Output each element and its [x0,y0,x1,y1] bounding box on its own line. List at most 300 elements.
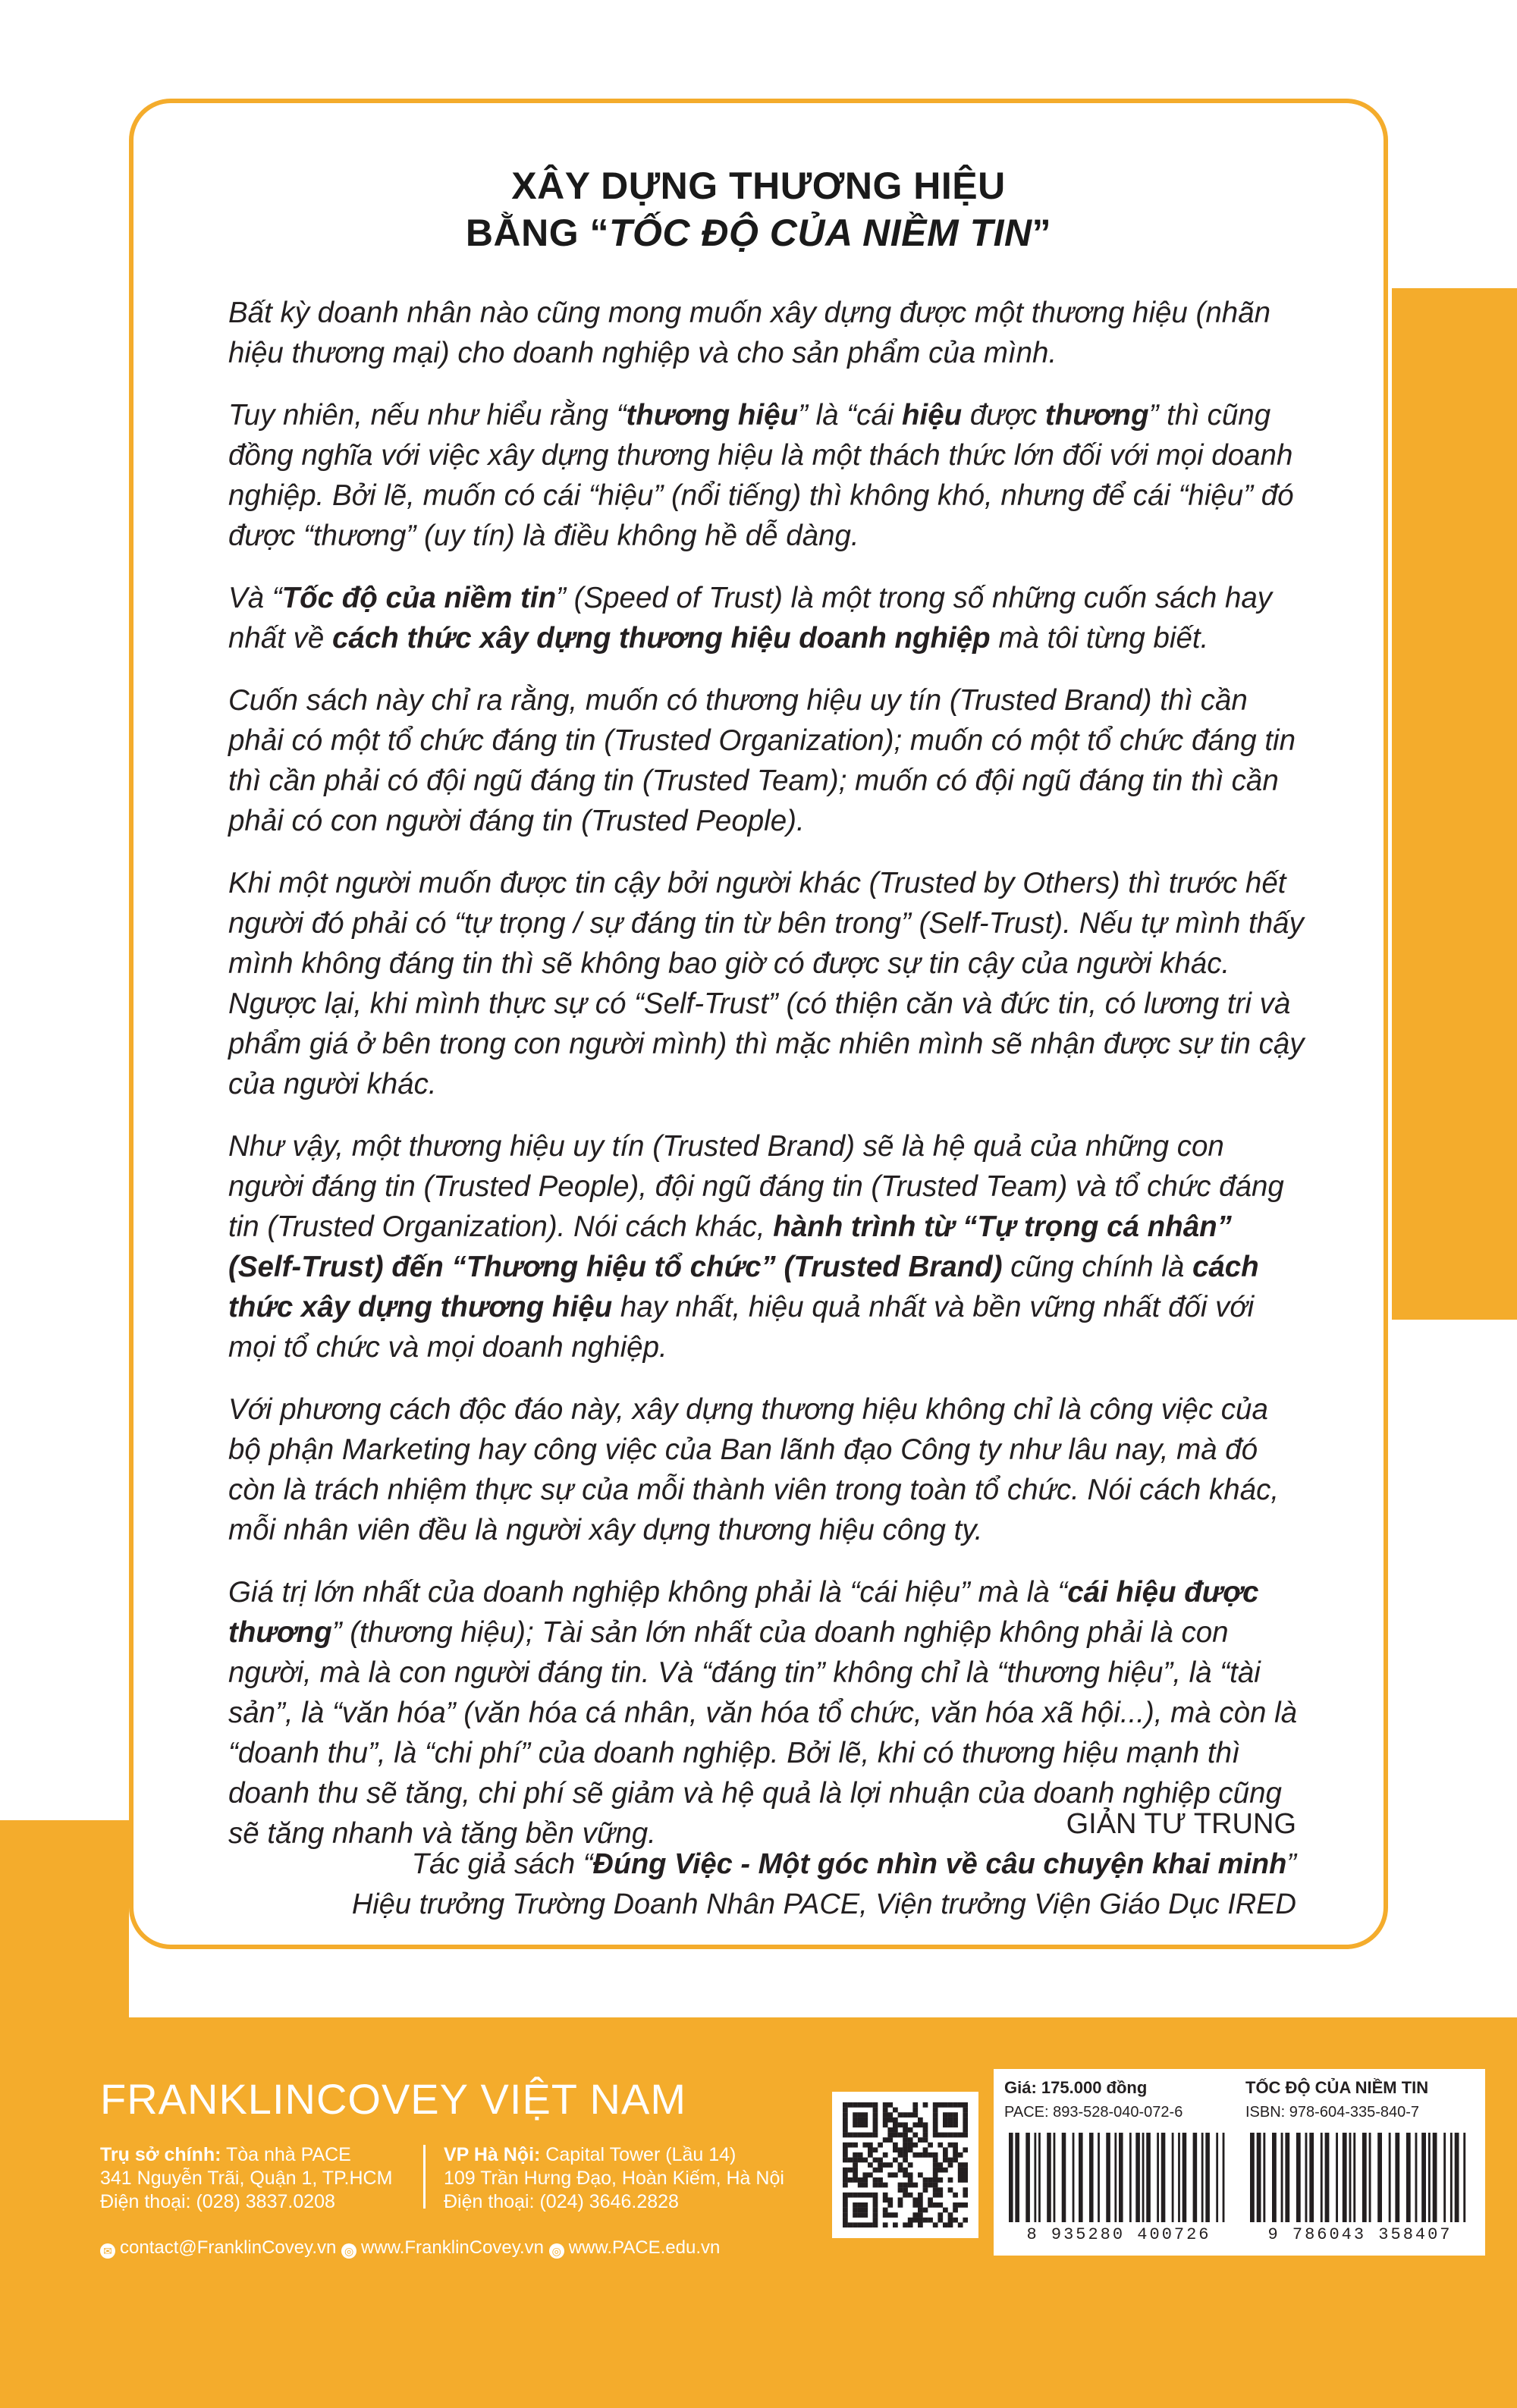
qr-module [858,2158,863,2163]
qr-module [858,2212,863,2218]
barcode-bar [1296,2133,1301,2222]
qr-module [898,2112,903,2118]
paragraph-text: được [962,399,1045,432]
qr-module [853,2193,858,2198]
barcode-bar [1015,2133,1019,2222]
paragraph [228,680,1305,841]
qr-module [943,2133,948,2138]
qr-module [853,2158,858,2163]
qr-module [853,2122,858,2127]
barcode-bar [1433,2133,1437,2222]
qr-module [848,2193,853,2198]
qr-module [898,2202,903,2208]
qr-module [862,2208,868,2213]
hanoi-address: VP Hà Nội: Capital Tower (Lầu 14) 109 Trần Hưng Đạo, Hoàn Kiếm, Hà Nội Điện thoại: (024) 3646.2828 [444,2144,784,2212]
qr-module [938,2168,943,2173]
barcode-bar [1038,2133,1041,2222]
qr-module [873,2212,878,2218]
qr-module [878,2143,883,2148]
qr-module [958,2133,963,2138]
qr-module [912,2202,918,2208]
qr-module [853,2112,858,2118]
paragraph-text: Tuy nhiên, nếu như hiểu rằng “ [228,399,627,432]
qr-module [868,2147,873,2152]
qr-module [843,2212,848,2218]
barcode-bar [1377,2133,1382,2222]
qr-module [923,2147,928,2152]
contact-website-pace[interactable]: www.PACE.edu.vn [568,2237,721,2258]
qr-module [963,2133,968,2138]
qr-module [953,2112,958,2118]
signature-block [352,1804,1296,1925]
qr-module [873,2158,878,2163]
qr-module [868,2222,873,2227]
barcode-bar [1178,2133,1180,2222]
barcode-bar [1250,2133,1255,2222]
qr-module [903,2137,908,2143]
qr-module [923,2122,928,2127]
qr-module [948,2218,953,2223]
qr-module [853,2222,858,2227]
qr-module [918,2118,923,2123]
qr-module [858,2193,863,2198]
qr-module [858,2118,863,2123]
barcode-bar [1321,2133,1323,2222]
barcode-bar [1034,2133,1036,2222]
qr-module [873,2208,878,2213]
qr-module [918,2202,923,2208]
barcode-bar [1305,2133,1308,2222]
address-divider [423,2145,426,2209]
qr-module [868,2102,873,2108]
qr-module [903,2152,908,2158]
qr-module [933,2193,938,2198]
contact-website-franklincovey[interactable]: www.FranklinCovey.vn [361,2237,545,2258]
qr-module [843,2202,848,2208]
qr-module [943,2102,948,2108]
qr-module [928,2143,933,2148]
qr-module [938,2218,943,2223]
qr-module [908,2172,913,2177]
qr-module [958,2168,963,2173]
barcode-bar [1054,2133,1056,2222]
qr-module [858,2102,863,2108]
qr-module [923,2208,928,2213]
qr-module [858,2152,863,2158]
qr-module [943,2122,948,2127]
qr-module [887,2133,893,2138]
qr-module [862,2177,868,2183]
qr-module [853,2102,858,2108]
qr-module [933,2112,938,2118]
qr-module [853,2143,858,2148]
qr-module [868,2162,873,2168]
barcode-bar [1135,2133,1140,2222]
qr-module [908,2193,913,2198]
qr-module [912,2183,918,2188]
qr-module [953,2193,958,2198]
qr-module [853,2177,858,2183]
qr-module [893,2118,898,2123]
qr-module [953,2147,958,2152]
qr-module [883,2122,888,2127]
qr-module [878,2162,883,2168]
qr-module [873,2147,878,2152]
barcode-bar [1285,2133,1289,2222]
barcode-bar [1129,2133,1132,2222]
qr-module [873,2112,878,2118]
contact-email[interactable]: contact@FranklinCovey.vn [120,2237,337,2258]
barcode-bar [1073,2133,1075,2222]
qr-module [908,2222,913,2227]
barcode-bar [1455,2133,1459,2222]
qr-module [963,2177,968,2183]
qr-module [948,2143,953,2148]
qr-module [948,2102,953,2108]
qr-module [893,2133,898,2138]
emphasis-text: cách thức xây dựng thương hiệu doanh nghiệp [332,622,991,655]
qr-module [878,2177,883,2183]
qr-module [843,2143,848,2148]
barcode-bar [1025,2133,1030,2222]
qr-module [943,2168,948,2173]
paragraph [228,395,1305,556]
qr-module [843,2208,848,2213]
qr-module [928,2183,933,2188]
qr-module [887,2212,893,2218]
qr-module [933,2177,938,2183]
qr-module [923,2187,928,2193]
qr-module [963,2218,968,2223]
qr-module [878,2158,883,2163]
qr-module [933,2158,938,2163]
qr-module [853,2172,858,2177]
qr-module [862,2172,868,2177]
barcode-bar [1114,2133,1117,2222]
qr-code-graphic [843,2102,968,2227]
qr-module [843,2108,848,2113]
qr-module [903,2168,908,2173]
content-card [129,99,1388,1949]
qr-module [862,2158,868,2163]
qr-module [843,2112,848,2118]
barcode-bar [1047,2133,1051,2222]
qr-module [843,2172,848,2177]
qr-module [908,2147,913,2152]
qr-module [862,2112,868,2118]
qr-module [923,2177,928,2183]
paragraph-text: Với phương cách độc đáo này, xây dựng thương hiệu không chỉ là công việc của bộ phận Marketing hay công việc của Ban lãnh đạo Công ty như lâu nay, mà đó còn là trách nhiệm thực sự của mỗi thành viên trong toàn tổ chức. Nói cách khác, mỗi nhân viên đều là người xây dựng thương hiệu công ty. [228,1393,1280,1546]
barcode-bar [1406,2133,1411,2222]
paragraph-text: Như vậy, một thương hiệu uy tín (Trusted Brand) sẽ là hệ quả của những con người đáng tin (Trusted People), đội ngũ đáng tin (Trusted Team) và tổ chức đáng tin (Trusted Organization). Nói cách khác, [228,1130,1284,1243]
qr-module [887,2197,893,2202]
barcode-bar [1009,2133,1013,2222]
qr-module [908,2127,913,2133]
barcode-bar [1343,2133,1347,2222]
globe-icon: ◎ [549,2243,564,2259]
qr-module [873,2183,878,2188]
paragraph-text: ” là “cái [798,399,902,432]
qr-module [873,2118,878,2123]
qr-module [843,2177,848,2183]
qr-module [862,2222,868,2227]
price-barcode-number: 8 935280 400726 [1026,2225,1211,2244]
right-accent-stripe [1392,288,1517,1320]
qr-module [893,2122,898,2127]
qr-module [903,2193,908,2198]
qr-module [903,2222,908,2227]
price-barcode-box [994,2069,1244,2256]
qr-module [953,2143,958,2148]
qr-module [958,2177,963,2183]
qr-module [862,2202,868,2208]
qr-module [953,2118,958,2123]
emphasis-text: cách thức xây dựng thương hiệu [228,1251,1259,1323]
qr-module [898,2162,903,2168]
isbn-barcode-number: 9 786043 358407 [1267,2225,1453,2244]
qr-module [898,2133,903,2138]
qr-module [943,2147,948,2152]
qr-module [873,2193,878,2198]
emphasis-text: Tốc độ của niềm tin [281,582,557,614]
qr-module [898,2122,903,2127]
qr-module [898,2168,903,2173]
qr-module [918,2197,923,2202]
qr-module [853,2118,858,2123]
qr-module [908,2183,913,2188]
qr-module [908,2143,913,2148]
qr-module [868,2193,873,2198]
paragraph [228,1389,1305,1550]
paragraph-text: mà tôi từng biết. [990,622,1209,655]
barcode-bar [1336,2133,1338,2222]
barcode-bar [1421,2133,1426,2222]
qr-module [918,2222,923,2227]
qr-module [903,2158,908,2163]
qr-module [858,2183,863,2188]
qr-module [918,2208,923,2213]
qr-module [858,2222,863,2227]
qr-module [883,2212,888,2218]
hq-address: Trụ sở chính: Tòa nhà PACE 341 Nguyễn Trãi, Quận 1, TP.HCM Điện thoại: (028) 3837.0208 [100,2144,393,2212]
qr-module [948,2133,953,2138]
qr-module [923,2183,928,2188]
qr-module [958,2222,963,2227]
qr-module [938,2202,943,2208]
qr-module [868,2143,873,2148]
barcode-bar [1450,2133,1453,2222]
qr-module [953,2102,958,2108]
barcode-bar [1106,2133,1110,2222]
qr-module [963,2172,968,2177]
paragraph-text: Và “ [228,582,282,614]
isbn-barcode [1247,2133,1473,2222]
qr-module [908,2112,913,2118]
emphasis-text: hành trình từ “Tự trọng cá nhân” (Self-Trust) đến “Thương hiệu tổ chức” (Trusted Brand) [228,1210,1232,1283]
qr-module [873,2122,878,2127]
qr-module [883,2102,888,2108]
qr-module [938,2193,943,2198]
globe-icon: ◎ [341,2243,356,2259]
qr-module [848,2222,853,2227]
qr-module [873,2177,878,2183]
qr-module [853,2202,858,2208]
qr-module [958,2152,963,2158]
qr-module [928,2197,933,2202]
qr-module [887,2112,893,2118]
author-role-2: Hiệu trưởng Trường Doanh Nhân PACE, Viện trưởng Viện Giáo Dục IRED [351,1888,1296,1920]
barcode-bar [1183,2133,1187,2222]
qr-module [918,2193,923,2198]
title-line-2: BẰNG “TỐC ĐỘ CỦA NIỀM TIN” [465,212,1052,254]
qr-module [893,2212,898,2218]
barcode-bar [1369,2133,1371,2222]
qr-module [843,2168,848,2173]
qr-module [933,2172,938,2177]
qr-module [883,2162,888,2168]
qr-module [883,2208,888,2213]
paragraph-text: hay nhất, hiệu quả nhất và bền vững nhất đối với mọi tổ chức và mọi doanh nghiệp. [228,1291,1255,1364]
qr-module [898,2187,903,2193]
qr-module [963,2108,968,2113]
qr-module [908,2218,913,2223]
qr-module [843,2133,848,2138]
paragraph-text: Bất kỳ doanh nhân nào cũng mong muốn xây dựng được một thương hiệu (nhãn hiệu thương mại) cho doanh nghiệp và cho sản phẩm của mình. [228,297,1271,369]
emphasis-text: thương [1044,399,1149,432]
qr-module [848,2133,853,2138]
publisher-brand: FRANKLINCOVEY VIỆT NAM [100,2075,686,2123]
qr-module [873,2108,878,2113]
qr-module [848,2177,853,2183]
qr-module [843,2147,848,2152]
qr-module [862,2212,868,2218]
isbn-code: ISBN: 978-604-335-840-7 [1245,2104,1420,2121]
qr-module [853,2133,858,2138]
emphasis-text: cái hiệu được thương [228,1576,1259,1649]
qr-module [963,2118,968,2123]
mail-icon: ✉ [100,2243,115,2259]
qr-module [958,2102,963,2108]
qr-module [883,2118,888,2123]
qr-module [887,2127,893,2133]
barcode-bar [1146,2133,1151,2222]
barcode-bar [1201,2133,1204,2222]
qr-module [933,2162,938,2168]
qr-module [938,2212,943,2218]
qr-module [933,2152,938,2158]
qr-module [893,2108,898,2113]
qr-module [923,2137,928,2143]
qr-module [873,2197,878,2202]
top-margin [0,0,1517,99]
qr-module [853,2208,858,2213]
barcode-bar [1172,2133,1174,2222]
price-label: Giá: 175.000 đồng [1004,2078,1148,2097]
qr-module [903,2172,908,2177]
qr-module [948,2118,953,2123]
qr-module [958,2172,963,2177]
qr-module [943,2158,948,2163]
qr-module [887,2162,893,2168]
qr-module [848,2143,853,2148]
qr-module [933,2118,938,2123]
qr-module [938,2187,943,2193]
qr-module [963,2122,968,2127]
qr-module [918,2152,923,2158]
qr-module [903,2112,908,2118]
qr-module [928,2177,933,2183]
barcode-bar [1362,2133,1367,2222]
qr-module [963,2112,968,2118]
barcode-bar [1205,2133,1210,2222]
qr-module [862,2143,868,2148]
qr-module [903,2122,908,2127]
qr-module [903,2183,908,2188]
qr-module [843,2183,848,2188]
barcode-bar [1223,2133,1225,2222]
pace-code: PACE: 893-528-040-072-6 [1004,2104,1183,2121]
barcode-bar [1463,2133,1465,2222]
qr-module [912,2102,918,2108]
qr-module [923,2218,928,2223]
qr-module [912,2108,918,2113]
barcode-bar [1119,2133,1123,2222]
barcode-bar [1062,2133,1066,2222]
barcode-bar [1157,2133,1159,2222]
qr-module [912,2122,918,2127]
qr-module [908,2137,913,2143]
qr-module [933,2127,938,2133]
author-role-1: Tác giả sách “Đúng Việc - Một góc nhìn về câu chuyện khai minh” [411,1848,1296,1880]
qr-module [938,2162,943,2168]
qr-module [873,2168,878,2173]
qr-module [887,2202,893,2208]
qr-module [928,2202,933,2208]
barcode-bar [1281,2133,1283,2222]
qr-module [948,2222,953,2227]
qr-module [938,2102,943,2108]
qr-module [923,2127,928,2133]
qr-module [878,2168,883,2173]
barcode-bar [1216,2133,1218,2222]
qr-module [928,2218,933,2223]
qr-module [933,2183,938,2188]
contact-line [100,2237,720,2259]
barcode-bar [1309,2133,1314,2222]
qr-module [963,2193,968,2198]
qr-module [893,2158,898,2163]
qr-module [883,2137,888,2143]
qr-module [923,2133,928,2138]
paragraph-text: Giá trị lớn nhất của doanh nghiệp không phải là “cái hiệu” mà là “ [228,1576,1068,1609]
qr-module [933,2202,938,2208]
qr-module [923,2102,928,2108]
qr-module [933,2168,938,2173]
barcode-bar [1443,2133,1446,2222]
qr-module [903,2127,908,2133]
qr-module [963,2168,968,2173]
paragraph [228,293,1305,373]
qr-module [953,2158,958,2163]
qr-module [843,2152,848,2158]
qr-module [963,2202,968,2208]
qr-module [843,2122,848,2127]
qr-module [858,2202,863,2208]
author-name: GIẢN TƯ TRUNG [1066,1808,1296,1840]
qr-module [843,2193,848,2198]
book-title-label: TỐC ĐỘ CỦA NIỀM TIN [1245,2078,1429,2097]
qr-module [903,2143,908,2148]
